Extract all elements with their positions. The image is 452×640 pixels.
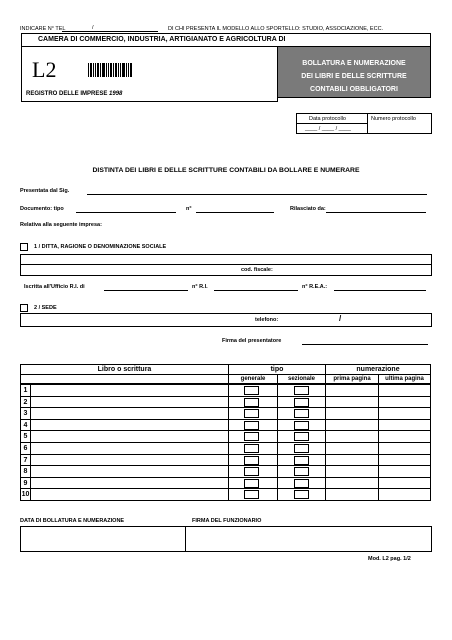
data-protocollo-label: Data protocollo [309, 116, 346, 122]
generale-checkbox[interactable] [244, 432, 259, 441]
protocol-box [296, 113, 432, 134]
header-libro: Libro o scrittura [20, 364, 229, 375]
sezionale-checkbox[interactable] [294, 409, 309, 418]
generale-checkbox[interactable] [244, 444, 259, 453]
row-number: 3 [23, 410, 28, 418]
row-number: 4 [23, 421, 28, 429]
header-tipo: tipo [228, 364, 326, 375]
header-libro-sub [20, 374, 229, 384]
sede-box[interactable] [20, 313, 432, 327]
ultima-pagina-cell[interactable] [378, 488, 431, 501]
generale-checkbox[interactable] [244, 456, 259, 465]
ditta-label: 1 / DITTA, RAGIONE O DENOMINAZIONE SOCIALE [34, 244, 167, 250]
row-number: 1 [23, 387, 28, 394]
telefono-line[interactable] [62, 31, 158, 32]
prima-pagina-cell[interactable] [325, 488, 379, 501]
generale-checkbox[interactable] [244, 490, 259, 499]
header-numerazione: numerazione [325, 364, 431, 375]
libri-table [20, 364, 431, 501]
documento-label: Documento: tipo [20, 206, 64, 212]
camera-box [21, 33, 431, 47]
documento-tipo-field[interactable] [76, 212, 176, 213]
n-label: n° [186, 206, 192, 212]
row-number: 9 [23, 479, 28, 487]
nri-field[interactable] [214, 290, 298, 291]
footer-box [20, 526, 432, 552]
row-number: 5 [23, 433, 28, 441]
header-ultima-pagina: ultima pagina [378, 374, 431, 384]
bollatura-banner [277, 46, 431, 98]
row-number: 7 [23, 456, 28, 464]
sezionale-checkbox[interactable] [294, 421, 309, 430]
sezionale-checkbox[interactable] [294, 467, 309, 476]
presentata-field[interactable] [87, 194, 427, 195]
ditta-box[interactable] [20, 254, 432, 276]
camera-title: CAMERA DI COMMERCIO, INDUSTRIA, ARTIGIANATO E AGRICOLTURA DI [38, 36, 286, 43]
row-number: 2 [23, 398, 28, 406]
cod-fiscale-label: cod. fiscale: [241, 267, 273, 273]
generale-checkbox[interactable] [244, 409, 259, 418]
nrea-field[interactable] [334, 290, 426, 291]
sezionale-checkbox[interactable] [294, 432, 309, 441]
numero-protocollo-label: Numero protocollo [371, 116, 416, 122]
main-title: DISTINTA DEI LIBRI E DELLE SCRITTURE CONTABILI DA BOLLARE E NUMERARE [92, 167, 360, 174]
mod-label: Mod. L2 pag. 1/2 [368, 556, 411, 562]
rilasciato-field[interactable] [326, 212, 426, 213]
generale-checkbox[interactable] [244, 479, 259, 488]
ditta-checkbox[interactable] [20, 243, 28, 251]
banner-line-1: BOLLATURA E NUMERAZIONE [302, 60, 406, 67]
iscritta-label: Iscritta all'Ufficio R.I. di [24, 284, 85, 290]
firma-presentatore-label: Firma del presentatore [222, 338, 282, 344]
registro-label: REGISTRO DELLE IMPRESE 1998 [26, 91, 123, 97]
row-number: 10 [21, 491, 30, 499]
sezionale-checkbox[interactable] [294, 444, 309, 453]
l2-box [21, 46, 278, 102]
sezionale-checkbox[interactable] [294, 479, 309, 488]
documento-n-field[interactable] [196, 212, 274, 213]
form-code: L2 [32, 57, 57, 82]
data-bollatura-label: DATA DI BOLLATURA E NUMERAZIONE [20, 518, 125, 524]
generale-checkbox[interactable] [244, 386, 259, 395]
telefono-slash: / [339, 314, 342, 323]
header-prima-pagina: prima pagina [325, 374, 379, 384]
rilasciato-label: Rilasciato da: [290, 206, 326, 212]
banner-line-3: CONTABILI OBBLIGATORI [310, 86, 398, 93]
sede-label: 2 / SEDE [34, 305, 57, 311]
firma-presentatore-field[interactable] [302, 344, 428, 345]
sezionale-checkbox[interactable] [294, 398, 309, 407]
nri-label: n° R.I. [192, 284, 208, 290]
generale-checkbox[interactable] [244, 467, 259, 476]
presentata-label: Presentata dal Sig. [20, 188, 70, 194]
telefono-label: telefono: [255, 317, 279, 323]
row-number: 6 [23, 445, 28, 452]
header-sezionale: sezionale [277, 374, 326, 384]
nrea-label: n° R.E.A.: [302, 284, 328, 290]
ufficio-ri-field[interactable] [104, 290, 188, 291]
data-protocollo-field[interactable]: ____ / ____ / ____ [305, 126, 351, 132]
sezionale-checkbox[interactable] [294, 490, 309, 499]
di-chi-label: DI CHI PRESENTA IL MODELLO ALLO SPORTELLO: STUDIO, ASSOCIAZIONE, ECC. [168, 26, 384, 32]
sede-checkbox[interactable] [20, 304, 28, 312]
generale-checkbox[interactable] [244, 398, 259, 407]
banner-line-2: DEI LIBRI E DELLE SCRITTURE [301, 73, 407, 80]
barcode-icon [88, 63, 132, 77]
relativa-label: Relativa alla seguente impresa: [20, 222, 102, 228]
sezionale-checkbox[interactable] [294, 456, 309, 465]
row-number: 8 [23, 468, 28, 476]
indicare-label: INDICARE N° TEL [20, 26, 66, 32]
header-generale: generale [228, 374, 278, 384]
libro-cell[interactable] [30, 488, 229, 501]
firma-funzionario-label: FIRMA DEL FUNZIONARIO [192, 518, 262, 524]
generale-checkbox[interactable] [244, 421, 259, 430]
tel-slash: / [92, 25, 94, 31]
sezionale-checkbox[interactable] [294, 386, 309, 395]
